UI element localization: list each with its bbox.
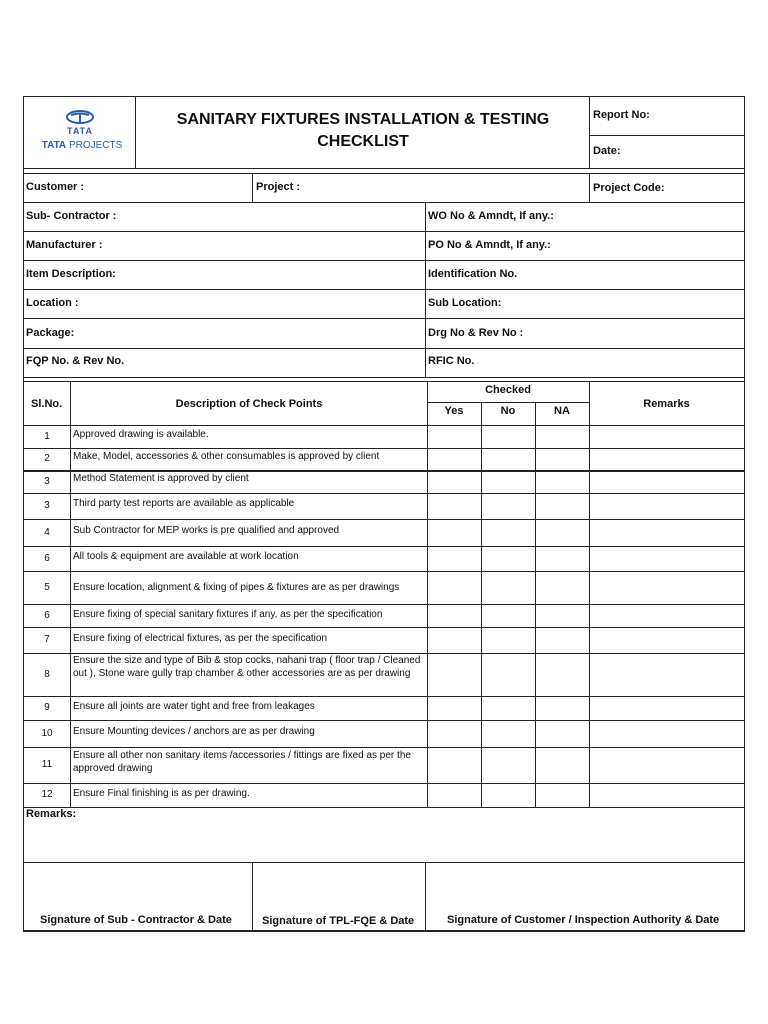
rfic-no-label: RFIC No. bbox=[428, 355, 475, 367]
col-na-header: NA bbox=[554, 405, 570, 417]
rule-line bbox=[70, 381, 71, 807]
rule-line bbox=[23, 747, 744, 748]
row-description: Third party test reports are available as applicable bbox=[73, 498, 295, 509]
fqp-no-label: FQP No. & Rev No. bbox=[26, 355, 125, 367]
rule-line bbox=[23, 546, 744, 547]
location-label: Location : bbox=[26, 297, 79, 309]
rule-line bbox=[23, 260, 744, 261]
row-description: Make, Model, accessories & other consumables is approved by client bbox=[73, 451, 380, 462]
logo-mark-text: TATA bbox=[67, 126, 93, 136]
date-label: Date: bbox=[593, 145, 621, 157]
rule-line bbox=[23, 96, 744, 97]
rule-line bbox=[425, 202, 426, 377]
rule-line bbox=[23, 96, 24, 930]
rule-line bbox=[23, 448, 744, 449]
rule-line bbox=[23, 653, 744, 654]
row-number: 8 bbox=[44, 669, 50, 680]
package-label: Package: bbox=[26, 327, 75, 339]
row-description: Ensure location, alignment & fixing of pipes & fixtures are as per drawings bbox=[73, 582, 400, 593]
page-title bbox=[136, 109, 590, 153]
rule-line bbox=[23, 289, 744, 290]
tata-emblem-icon bbox=[65, 110, 95, 124]
rule-line bbox=[425, 862, 426, 930]
rule-line bbox=[589, 173, 590, 202]
row-description: Ensure the size and type of Bib & stop cocks, nahani trap ( floor trap / Cleaned out ), Stone ware gully trap chamber & other accessories are as per drawing bbox=[73, 655, 421, 679]
rule-line bbox=[23, 783, 744, 784]
tata-logo bbox=[31, 110, 129, 158]
rule-line bbox=[744, 96, 745, 931]
project-label: Project : bbox=[256, 181, 301, 193]
rule-line bbox=[23, 231, 744, 232]
rule-line bbox=[23, 604, 744, 605]
logo-company-text: PROJECTS bbox=[68, 140, 123, 151]
wo-no-label: WO No & Amndt, If any.: bbox=[428, 210, 554, 222]
rule-line bbox=[23, 425, 744, 426]
signature-subcontractor: Signature of Sub - Contractor & Date bbox=[40, 914, 232, 926]
row-number: 5 bbox=[44, 582, 50, 593]
signature-tpl-fqe: Signature of TPL-FQE & Date bbox=[262, 915, 415, 927]
rule-line bbox=[589, 381, 590, 807]
rule-line bbox=[23, 202, 744, 203]
logo-company bbox=[35, 140, 129, 151]
rule-line bbox=[252, 862, 253, 930]
identification-no-label: Identification No. bbox=[428, 268, 518, 280]
row-description: Ensure all other non sanitary items /accessories / fittings are fixed as per the approved drawing bbox=[73, 750, 411, 774]
rule-line bbox=[135, 96, 136, 168]
row-number: 10 bbox=[41, 728, 53, 739]
rule-line bbox=[23, 696, 744, 697]
rule-line bbox=[252, 173, 253, 202]
col-yes-header: Yes bbox=[444, 405, 464, 417]
customer-label: Customer : bbox=[26, 181, 85, 193]
row-description: Ensure fixing of electrical fixtures, as per the specification bbox=[73, 633, 328, 644]
row-number: 3 bbox=[44, 500, 50, 511]
rule-line bbox=[23, 571, 744, 572]
col-checked-header: Checked bbox=[485, 384, 531, 396]
col-slno-header: Sl.No. bbox=[31, 398, 63, 410]
row-description: Ensure Final finishing is as per drawing. bbox=[73, 788, 250, 799]
rule-line bbox=[427, 381, 428, 807]
sub-location-label: Sub Location: bbox=[428, 297, 502, 309]
row-number: 1 bbox=[44, 431, 50, 442]
row-number: 11 bbox=[41, 759, 53, 770]
row-description: Approved drawing is available. bbox=[73, 429, 209, 440]
report-no-label: Report No: bbox=[593, 109, 650, 121]
rule-line bbox=[23, 168, 744, 169]
rule-line bbox=[23, 627, 744, 628]
row-description: Ensure Mounting devices / anchors are as per drawing bbox=[73, 726, 315, 737]
logo-brand-text: TATA bbox=[41, 140, 67, 151]
row-description: All tools & equipment are available at work location bbox=[73, 551, 299, 562]
col-no-header: No bbox=[500, 405, 516, 417]
po-no-label: PO No & Amndt, If any.: bbox=[428, 239, 551, 251]
rule-line bbox=[23, 807, 744, 808]
rule-line bbox=[427, 402, 589, 403]
row-number: 4 bbox=[44, 527, 50, 538]
row-number: 3 bbox=[44, 476, 50, 487]
item-description-label: Item Description: bbox=[26, 268, 116, 280]
rule-line bbox=[589, 135, 744, 136]
row-description: Ensure all joints are water tight and free from leakages bbox=[73, 701, 315, 712]
remarks-label: Remarks: bbox=[26, 808, 77, 820]
rule-line bbox=[23, 377, 744, 378]
sub-contractor-label: Sub- Contractor : bbox=[26, 210, 117, 222]
col-desc-header: Description of Check Points bbox=[175, 398, 323, 410]
row-number: 7 bbox=[44, 634, 50, 645]
row-description: Method Statement is approved by client bbox=[73, 473, 249, 484]
row-number: 2 bbox=[44, 453, 50, 464]
rule-line bbox=[23, 930, 745, 932]
project-code-label: Project Code: bbox=[593, 182, 665, 194]
rule-line bbox=[23, 862, 744, 863]
signature-customer: Signature of Customer / Inspection Authority & Date bbox=[447, 914, 720, 926]
rule-line bbox=[23, 519, 744, 520]
title-line-1: SANITARY FIXTURES INSTALLATION & TESTING bbox=[176, 111, 550, 128]
rule-line bbox=[23, 470, 744, 472]
drg-no-label: Drg No & Rev No : bbox=[428, 327, 524, 339]
row-description: Ensure fixing of special sanitary fixtures if any, as per the specification bbox=[73, 609, 383, 620]
row-number: 9 bbox=[44, 702, 50, 713]
rule-line bbox=[23, 348, 744, 349]
title-line-2: CHECKLIST bbox=[317, 133, 409, 150]
col-remarks-header: Remarks bbox=[643, 398, 690, 410]
rule-line bbox=[23, 493, 744, 494]
rule-line bbox=[23, 720, 744, 721]
rule-line bbox=[23, 318, 744, 319]
row-number: 6 bbox=[44, 610, 50, 621]
rule-line bbox=[23, 381, 744, 382]
rule-line bbox=[589, 96, 590, 168]
rule-line bbox=[23, 173, 744, 174]
row-number: 6 bbox=[44, 553, 50, 564]
manufacturer-label: Manufacturer : bbox=[26, 239, 103, 251]
row-number: 12 bbox=[41, 789, 53, 800]
row-description: Sub Contractor for MEP works is pre qualified and approved bbox=[73, 525, 340, 536]
